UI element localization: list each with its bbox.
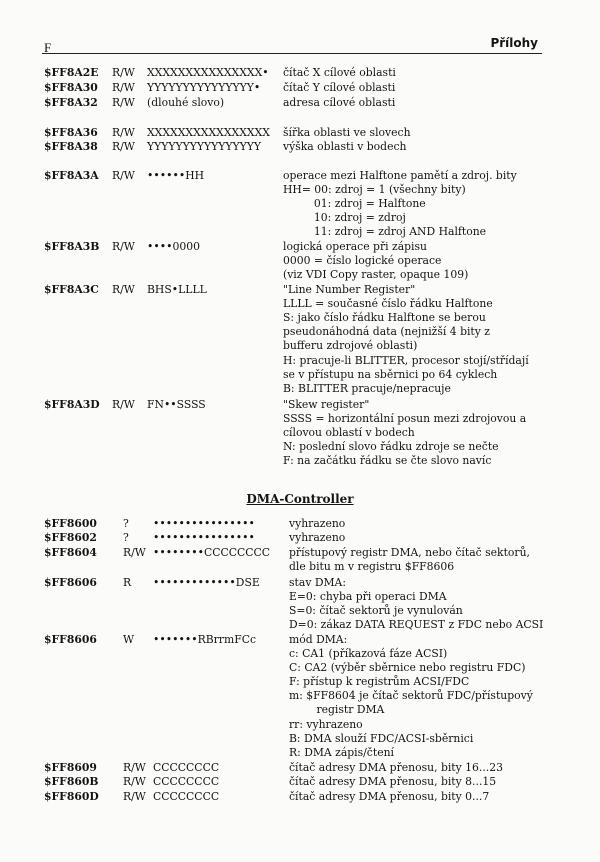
register-row — [0, 517, 600, 531]
register-access: R/W — [123, 761, 146, 774]
register-description: vyhrazeno — [289, 531, 346, 544]
register-description: adresa cílové oblasti — [283, 96, 396, 109]
register-description: B: BLITTER pracuje/nepracuje — [283, 382, 451, 395]
register-address: $FF860B — [44, 775, 99, 788]
register-description: R: DMA zápis/čtení — [289, 746, 394, 759]
register-row — [0, 454, 600, 468]
register-access: R/W — [112, 96, 135, 109]
register-bits: XXXXXXXXXXXXXXX• — [147, 66, 269, 79]
register-row — [0, 718, 600, 732]
register-bits: •••••••RBrrmFCc — [153, 633, 257, 646]
register-row — [0, 339, 600, 353]
register-bits: CCCCCCCC — [153, 775, 220, 788]
register-row — [0, 689, 600, 703]
register-row — [0, 354, 600, 368]
register-address: $FF8A38 — [44, 140, 98, 153]
register-bits: •••••••••••••DSE — [153, 576, 260, 589]
register-row — [0, 66, 600, 80]
register-row — [0, 240, 600, 254]
page-letter: F — [44, 40, 52, 55]
header-rule — [42, 53, 542, 54]
register-row — [0, 140, 600, 154]
register-description: operace mezi Halftone pamětí a zdroj. bity — [283, 169, 517, 182]
register-row — [0, 761, 600, 775]
register-address: $FF8A3B — [44, 240, 100, 253]
register-description: C: CA2 (výběr sběrnice nebo registru FDC) — [289, 661, 526, 674]
register-bits: XXXXXXXXXXXXXXXX — [147, 126, 270, 139]
register-row — [0, 81, 600, 95]
register-row — [0, 254, 600, 268]
register-description: "Skew register" — [283, 398, 370, 411]
register-row — [0, 183, 600, 197]
register-row — [0, 426, 600, 440]
register-description: S: jako číslo řádku Halftone se berou — [283, 311, 486, 324]
register-address: $FF8606 — [44, 576, 97, 589]
register-description: výška oblasti v bodech — [283, 140, 407, 153]
register-row — [0, 746, 600, 760]
register-bits: BHS•LLLL — [147, 283, 207, 296]
register-row — [0, 647, 600, 661]
register-row — [0, 169, 600, 183]
register-bits: •••••••••••••••• — [153, 517, 255, 530]
register-address: $FF8606 — [44, 633, 97, 646]
register-row — [0, 440, 600, 454]
register-row — [0, 325, 600, 339]
register-bits: ••••0000 — [147, 240, 200, 253]
register-row — [0, 703, 600, 717]
register-description: S=0: čítač sektorů je vynulován — [289, 604, 463, 617]
register-address: $FF8A3D — [44, 398, 100, 411]
register-description: 11: zdroj = zdroj AND Halftone — [283, 225, 487, 238]
register-address: $FF8A36 — [44, 126, 98, 139]
register-access: ? — [123, 517, 129, 530]
register-address: $FF8A30 — [44, 81, 98, 94]
register-row — [0, 576, 600, 590]
register-description: 01: zdroj = Halftone — [283, 197, 426, 210]
register-row — [0, 225, 600, 239]
register-row — [0, 96, 600, 110]
register-description: registr DMA — [289, 703, 385, 716]
register-access: ? — [123, 531, 129, 544]
register-bits: YYYYYYYYYYYYYYYY — [147, 140, 262, 153]
register-access: R/W — [112, 140, 135, 153]
register-bits: ••••••••CCCCCCCC — [153, 546, 271, 559]
register-row — [0, 604, 600, 618]
register-description: rr: vyhrazeno — [289, 718, 363, 731]
register-address: $FF8602 — [44, 531, 97, 544]
register-description: stav DMA: — [289, 576, 346, 589]
register-address: $FF8600 — [44, 517, 97, 530]
register-description: 0000 = číslo logické operace — [283, 254, 442, 267]
register-description: vyhrazeno — [289, 517, 346, 530]
register-row — [0, 531, 600, 545]
register-address: $FF8A3C — [44, 283, 99, 296]
register-bits: FN••SSSS — [147, 398, 206, 411]
register-access: R/W — [112, 126, 135, 139]
register-description: čítač Y cílové oblasti — [283, 81, 396, 94]
register-row — [0, 633, 600, 647]
register-description: B: DMA slouží FDC/ACSI-sběrnici — [289, 732, 474, 745]
register-row — [0, 268, 600, 282]
register-row — [0, 618, 600, 632]
register-description: bufferu zdrojové oblasti) — [283, 339, 418, 352]
register-row — [0, 661, 600, 675]
register-description: F: přístup k registrům ACSI/FDC — [289, 675, 470, 688]
register-address: $FF8A2E — [44, 66, 99, 79]
register-row — [0, 790, 600, 804]
register-access: R/W — [112, 169, 135, 182]
register-description: čítač adresy DMA přenosu, bity 8...15 — [289, 775, 497, 788]
register-address: $FF8604 — [44, 546, 97, 559]
register-description: m: $FF8604 je čítač sektorů FDC/přístupový — [289, 689, 533, 702]
register-access: R/W — [123, 775, 146, 788]
register-description: čítač adresy DMA přenosu, bity 16...23 — [289, 761, 503, 774]
register-description: SSSS = horizontální posun mezi zdrojovou a — [283, 412, 527, 425]
register-access: R/W — [112, 66, 135, 79]
register-row — [0, 311, 600, 325]
register-row — [0, 590, 600, 604]
register-description: HH= 00: zdroj = 1 (všechny bity) — [283, 183, 466, 196]
section-title: DMA-Controller — [246, 492, 354, 506]
register-description: LLLL = současné číslo řádku Halftone — [283, 297, 493, 310]
register-description: šířka oblasti ve slovech — [283, 126, 411, 139]
register-description: E=0: chyba při operaci DMA — [289, 590, 447, 603]
register-row — [0, 126, 600, 140]
register-description: 10: zdroj = zdroj — [283, 211, 406, 224]
register-row — [0, 283, 600, 297]
register-description: cílovou oblastí v bodech — [283, 426, 415, 439]
register-row — [0, 368, 600, 382]
register-row — [0, 412, 600, 426]
register-address: $FF860D — [44, 790, 99, 803]
register-address: $FF8A32 — [44, 96, 98, 109]
register-row — [0, 382, 600, 396]
register-description: (viz VDI Copy raster, opaque 109) — [283, 268, 469, 281]
register-row — [0, 546, 600, 560]
register-bits: YYYYYYYYYYYYYYY• — [147, 81, 261, 94]
register-description: mód DMA: — [289, 633, 348, 646]
running-header: Přílohy — [490, 36, 538, 50]
register-description: D=0: zákaz DATA REQUEST z FDC nebo ACSI — [289, 618, 544, 631]
register-bits: CCCCCCCC — [153, 790, 220, 803]
register-bits: ••••••HH — [147, 169, 205, 182]
register-access: R/W — [112, 398, 135, 411]
register-description: se v přístupu na sběrnici po 64 cyklech — [283, 368, 498, 381]
register-description: přístupový registr DMA, nebo čítač sektorů, — [289, 546, 530, 559]
register-description: čítač X cílové oblasti — [283, 66, 396, 79]
register-address: $FF8609 — [44, 761, 97, 774]
register-row — [0, 297, 600, 311]
register-row — [0, 560, 600, 574]
register-access: R/W — [112, 81, 135, 94]
register-access: R — [123, 576, 132, 589]
register-bits: (dlouhé slovo) — [147, 96, 225, 109]
register-row — [0, 775, 600, 789]
register-description: čítač adresy DMA přenosu, bity 0...7 — [289, 790, 490, 803]
register-row — [0, 675, 600, 689]
register-bits: •••••••••••••••• — [153, 531, 255, 544]
register-bits: CCCCCCCC — [153, 761, 220, 774]
register-access: W — [123, 633, 135, 646]
register-description: logická operace při zápisu — [283, 240, 427, 253]
register-description: N: poslední slovo řádku zdroje se nečte — [283, 440, 499, 453]
register-row — [0, 398, 600, 412]
register-access: R/W — [112, 240, 135, 253]
register-row — [0, 211, 600, 225]
register-access: R/W — [123, 790, 146, 803]
register-description: F: na začátku řádku se čte slovo navíc — [283, 454, 492, 467]
register-access: R/W — [112, 283, 135, 296]
register-description: c: CA1 (příkazová fáze ACSI) — [289, 647, 448, 660]
register-description: H: pracuje-li BLITTER, procesor stojí/střídají — [283, 354, 529, 367]
register-row — [0, 732, 600, 746]
register-description: "Line Number Register" — [283, 283, 416, 296]
register-address: $FF8A3A — [44, 169, 99, 182]
register-row — [0, 197, 600, 211]
register-description: dle bitu m v registru $FF8606 — [289, 560, 455, 573]
register-access: R/W — [123, 546, 146, 559]
register-description: pseudonáhodná data (nejnižší 4 bity z — [283, 325, 490, 338]
